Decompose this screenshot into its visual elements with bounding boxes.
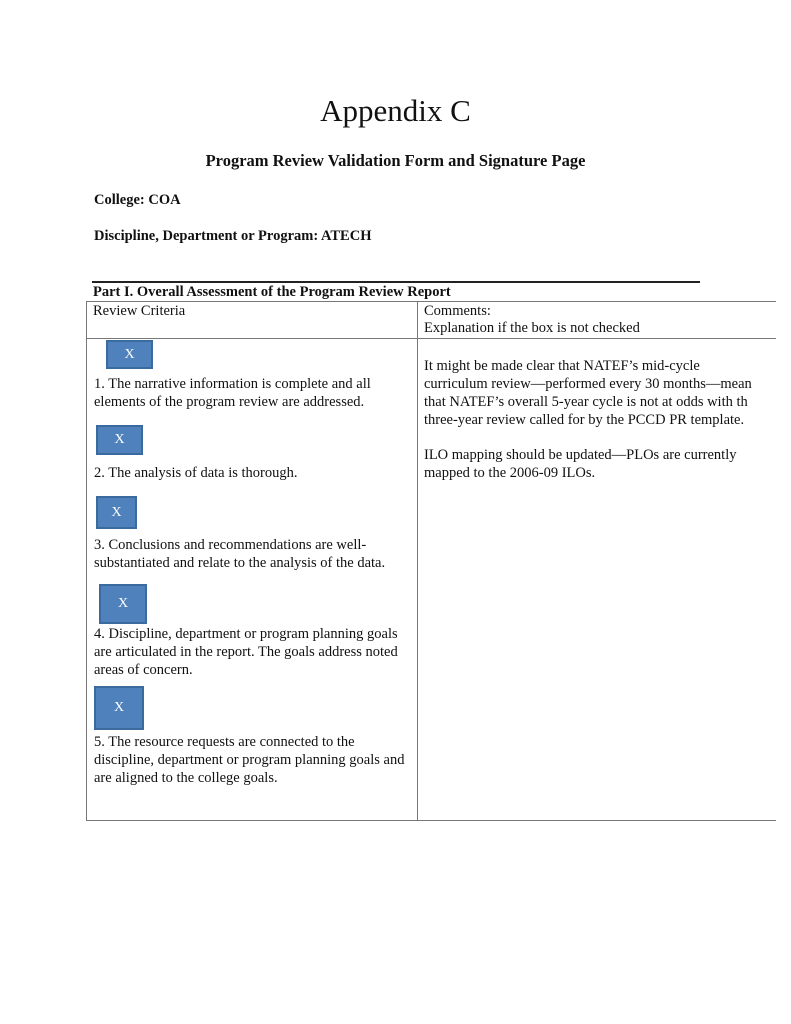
comment-paragraph-1 — [424, 357, 784, 429]
header-divider — [86, 338, 776, 339]
criterion-1-text: 1. The narrative information is complete and all elements of the program review are addressed. — [94, 376, 371, 410]
assessment-table — [86, 301, 776, 821]
criterion-5-text: 5. The resource requests are connected to the discipline, department or program planning goals and are aligned to the college goals. — [94, 734, 405, 786]
column-header-criteria: Review Criteria — [93, 303, 186, 319]
part-heading: Part I. Overall Assessment of the Program Review Report — [93, 284, 451, 300]
criterion-3-checkbox[interactable]: X — [96, 496, 137, 529]
table-border-bottom — [86, 820, 776, 821]
comment-paragraph-2 — [424, 446, 784, 482]
criterion-2-checkbox[interactable]: X — [96, 425, 143, 455]
column-divider — [417, 301, 418, 821]
comment-line: curriculum review—performed every 30 months—mean — [424, 376, 752, 392]
comment-line: three-year review called for by the PCCD PR template. — [424, 412, 745, 428]
page-title: Appendix C — [320, 93, 471, 128]
table-border-top — [86, 301, 776, 302]
comment-line: that NATEF’s overall 5-year cycle is not at odds with th — [424, 394, 748, 410]
column-header-comments-note: Explanation if the box is not checked — [424, 320, 640, 336]
criterion-5-checkbox[interactable]: X — [94, 686, 144, 730]
comment-line: mapped to the 2006-09 ILOs. — [424, 465, 596, 481]
table-border-left — [86, 301, 87, 821]
criterion-2-text: 2. The analysis of data is thorough. — [94, 465, 298, 481]
criterion-3-text: 3. Conclusions and recommendations are well-substantiated and relate to the analysis of the data. — [94, 537, 386, 571]
section-divider — [92, 281, 700, 283]
college-field: College: COA — [94, 192, 181, 208]
comment-line: ILO mapping should be updated—PLOs are currently — [424, 447, 737, 463]
criterion-1-checkbox[interactable]: X — [106, 340, 153, 369]
criterion-4-text: 4. Discipline, department or program planning goals are articulated in the report. The goals address noted areas of concern. — [94, 626, 398, 678]
form-subtitle: Program Review Validation Form and Signature Page — [205, 151, 586, 170]
column-header-comments: Comments: — [424, 303, 491, 319]
comment-line: It might be made clear that NATEF’s mid-cycle — [424, 358, 700, 374]
criterion-4-checkbox[interactable]: X — [99, 584, 147, 624]
discipline-field: Discipline, Department or Program: ATECH — [94, 228, 372, 244]
